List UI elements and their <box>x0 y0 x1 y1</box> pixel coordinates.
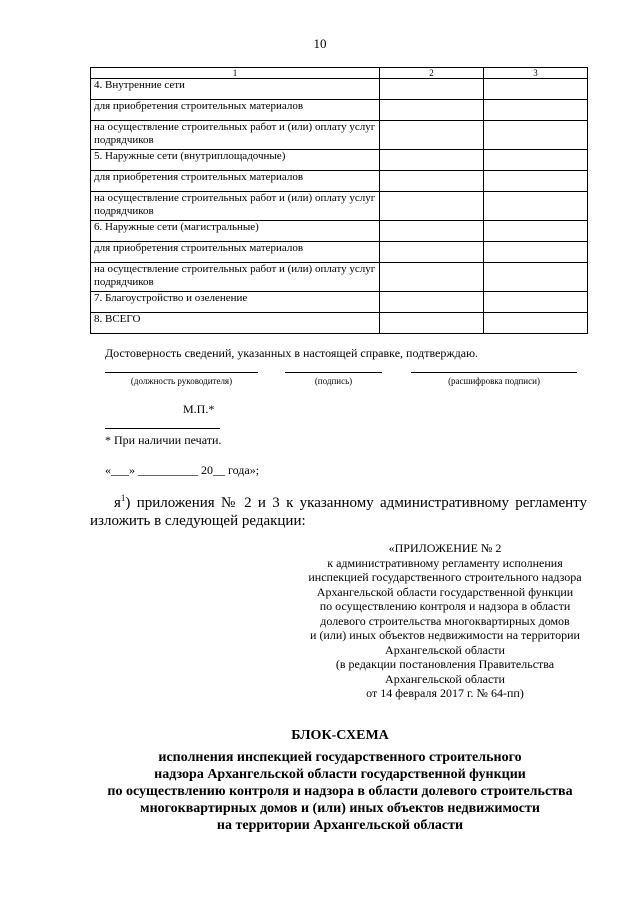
row-label-cell: 5. Наружные сети (внутриплощадочные) <box>91 150 380 171</box>
value-cell <box>380 292 484 313</box>
footnote-separator <box>105 428 220 429</box>
paragraph-text: ) приложения № 2 и 3 к указанному административному регламенту изложить в следующей редакции: <box>90 495 587 529</box>
value-cell <box>380 150 484 171</box>
value-cell <box>380 100 484 121</box>
block-scheme-heading: БЛОК-СХЕМА <box>291 728 389 743</box>
confirmation-text: Достоверность сведений, указанных в настоящей справке, подтверждаю. <box>105 346 479 360</box>
position-signature-line <box>105 372 258 373</box>
appendix-line: и (или) иных объектов недвижимости на территории <box>310 628 580 642</box>
value-cell <box>484 313 588 334</box>
block-scheme-line: надзора Архангельской области государственной функции <box>154 767 526 782</box>
value-cell <box>380 242 484 263</box>
expenses-table <box>90 67 588 334</box>
table-row <box>91 192 588 221</box>
table-row <box>91 121 588 150</box>
value-cell <box>380 121 484 150</box>
value-cell <box>484 263 588 292</box>
table-row <box>91 313 588 334</box>
page-number: 10 <box>313 36 327 51</box>
appendix-line: «ПРИЛОЖЕНИЕ № 2 <box>388 541 502 555</box>
column-header: 2 <box>380 68 484 79</box>
row-label-cell: на осуществление строительных работ и (или) оплату услуг подрядчиков <box>91 192 380 221</box>
row-label-cell: для приобретения строительных материалов <box>91 242 380 263</box>
value-cell <box>380 221 484 242</box>
table-row <box>91 79 588 100</box>
table-row <box>91 171 588 192</box>
row-label-cell: 4. Внутренние сети <box>91 79 380 100</box>
column-header: 1 <box>91 68 380 79</box>
table-row <box>91 242 588 263</box>
appendix-line: Архангельской области <box>385 642 505 657</box>
date-line: «___» __________ 20__ года»; <box>105 463 260 477</box>
decoding-signature-line <box>411 372 577 373</box>
stamp-label: М.П.* <box>183 402 215 416</box>
value-cell <box>484 150 588 171</box>
table-row <box>91 292 588 313</box>
block-scheme-title <box>60 727 620 834</box>
table-row <box>91 150 588 171</box>
block-scheme-line: на территории Архангельской области <box>216 818 464 833</box>
row-label-cell: для приобретения строительных материалов <box>91 100 380 121</box>
value-cell <box>380 192 484 221</box>
appendix-line: (в редакции постановления Правительства <box>335 657 555 671</box>
table-header-row <box>91 68 588 79</box>
value-cell <box>380 263 484 292</box>
appendix-heading <box>290 541 600 701</box>
appendix-line: инспекцией государственного строительного надзора <box>308 570 582 584</box>
value-cell <box>380 313 484 334</box>
appendix-line: к административному регламенту исполнения <box>327 555 563 570</box>
table-row <box>91 263 588 292</box>
row-label-cell: 8. ВСЕГО <box>91 313 380 334</box>
value-cell <box>484 221 588 242</box>
block-scheme-line: по осуществлению контроля и надзора в области долевого строительства <box>107 784 573 799</box>
block-scheme-line: многоквартирных домов и (или) иных объектов недвижимости <box>140 801 540 816</box>
table-row <box>91 100 588 121</box>
row-label-cell: 6. Наружные сети (магистральные) <box>91 221 380 242</box>
value-cell <box>380 79 484 100</box>
appendix-line: от 14 февраля 2017 г. № 64-пп) <box>366 686 524 700</box>
value-cell <box>484 171 588 192</box>
value-cell <box>484 292 588 313</box>
value-cell <box>484 79 588 100</box>
row-label-cell: 7. Благоустройство и озеленение <box>91 292 380 313</box>
item-letter: я <box>114 495 121 511</box>
appendix-line: долевого строительства многоквартирных домов <box>320 613 570 628</box>
row-label-cell: для приобретения строительных материалов <box>91 171 380 192</box>
signature-label: (подпись) <box>314 376 353 386</box>
footnote-ref: 1 <box>120 493 126 503</box>
table-row <box>91 221 588 242</box>
position-label: (должность руководителя) <box>130 376 233 386</box>
footnote: * При наличии печати. <box>105 433 222 447</box>
value-cell <box>484 192 588 221</box>
value-cell <box>380 171 484 192</box>
row-label-cell: на осуществление строительных работ и (или) оплату услуг подрядчиков <box>91 121 380 150</box>
block-scheme-line: исполнения инспекцией государственного строительного <box>158 750 522 765</box>
decoding-label: (расшифровка подписи) <box>448 376 540 386</box>
appendix-line: Архангельской области <box>385 671 505 686</box>
value-cell <box>484 100 588 121</box>
appendix-line: Архангельской области государственной функции <box>316 584 574 599</box>
column-header: 3 <box>484 68 588 79</box>
value-cell <box>484 121 588 150</box>
signature-line <box>285 372 382 373</box>
value-cell <box>484 242 588 263</box>
appendix-line: по осуществлению контроля и надзора в области <box>319 599 571 613</box>
row-label-cell: на осуществление строительных работ и (или) оплату услуг подрядчиков <box>91 263 380 292</box>
amendment-paragraph <box>90 489 587 530</box>
